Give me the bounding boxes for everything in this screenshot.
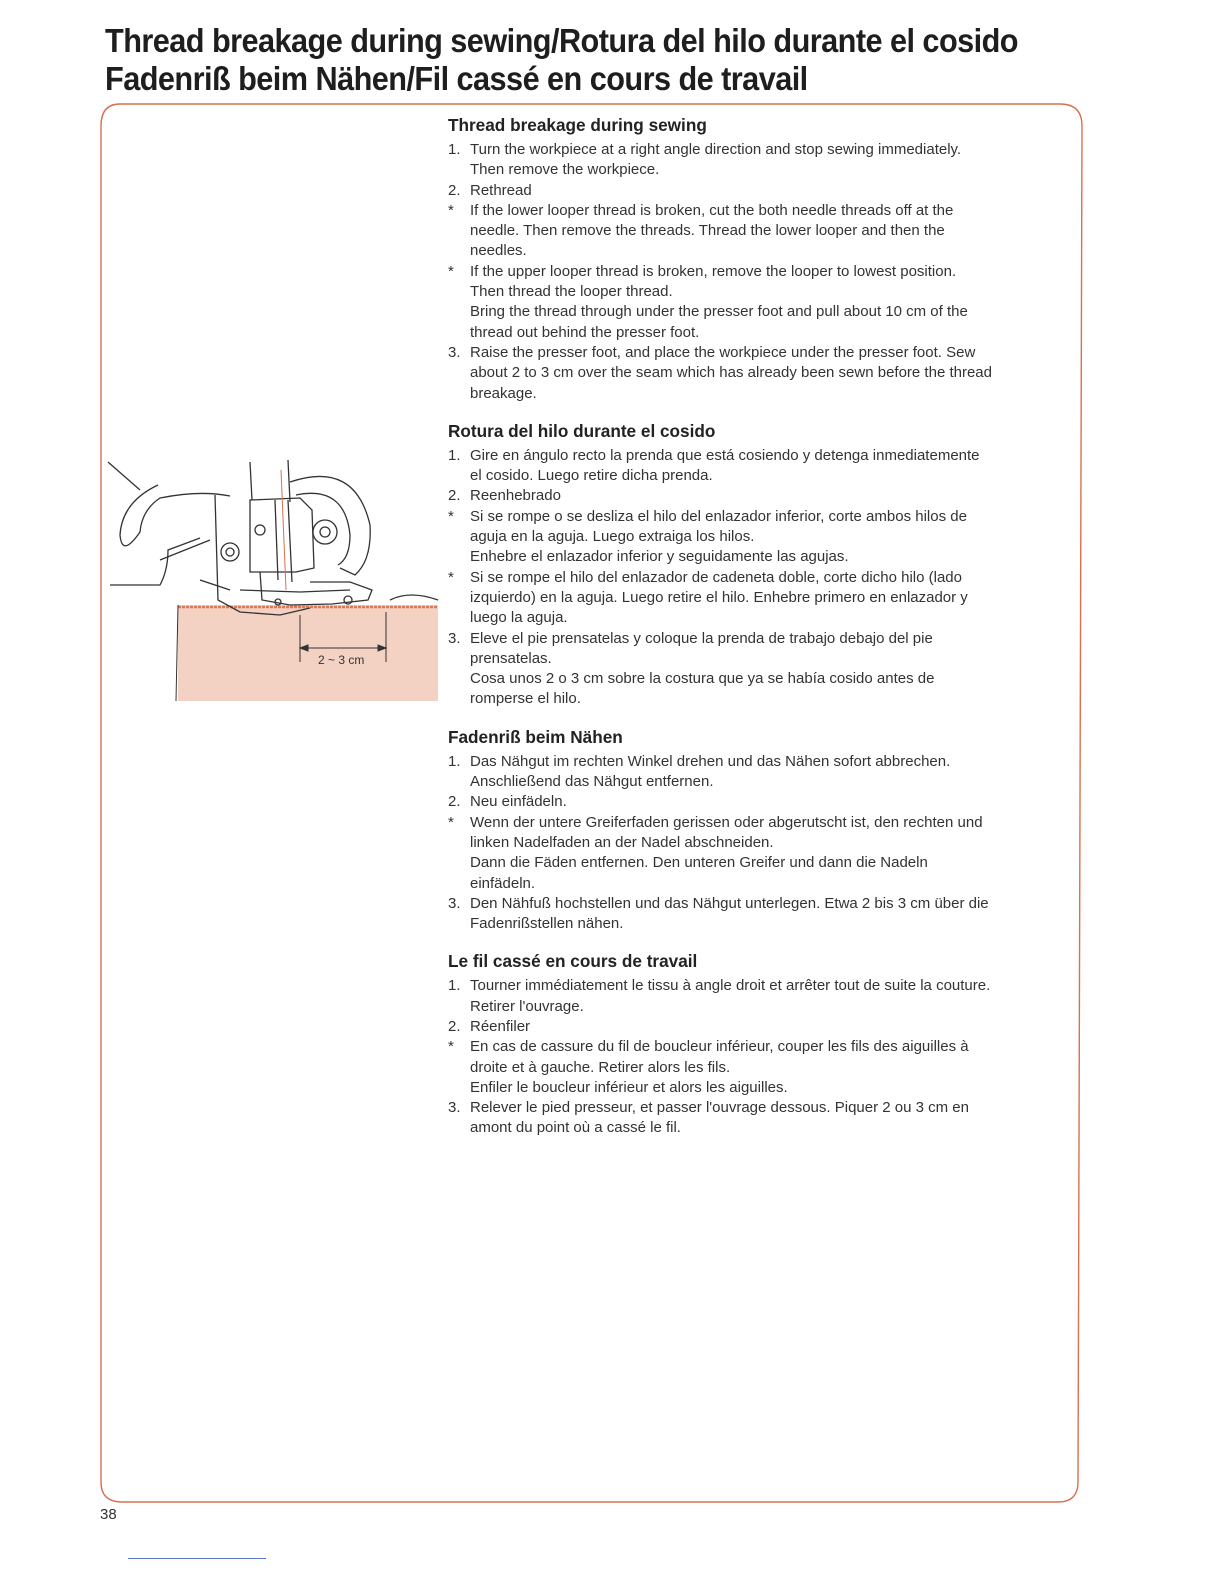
list-marker: * — [448, 813, 454, 831]
list-item-text: einfädeln. — [470, 874, 536, 892]
list-marker: 3. — [448, 343, 461, 361]
list-item-text: Fadenrißstellen nähen. — [470, 915, 624, 933]
list-marker: 3. — [448, 894, 461, 912]
list-item — [446, 507, 1062, 568]
section — [446, 114, 1062, 404]
section — [446, 726, 1062, 935]
section — [446, 950, 1062, 1138]
list-marker: 2. — [448, 1017, 461, 1035]
list-item — [446, 486, 1062, 506]
list-item-text: If the lower looper thread is broken, cut the both needle threads off at the — [470, 201, 954, 219]
list-item — [446, 752, 1062, 793]
footer-rule — [128, 1558, 266, 1559]
section-heading: Thread breakage during sewing — [448, 115, 707, 135]
list-item-text: Gire en ángulo recto la prenda que está cosiendo y detenga inmediatemente — [470, 446, 980, 464]
list-item-text: amont du point où a cassé le fil. — [470, 1119, 681, 1137]
list-item-text: breakage. — [470, 384, 537, 402]
list-item — [446, 343, 1062, 404]
title-line-2: Fadenriß beim Nähen/Fil cassé en cours de travail — [105, 60, 808, 97]
list-item-text: Bring the thread through under the presser foot and pull about 10 cm of the — [470, 303, 968, 321]
list-item-text: Tourner immédiatement le tissu à angle droit et arrêter tout de suite la couture. — [470, 977, 991, 995]
list-item-text: prensatelas. — [470, 649, 552, 667]
list-item — [446, 1017, 1062, 1037]
list-item-text: Enhebre el enlazador inferior y seguidamente las agujas. — [470, 548, 849, 566]
instructions-content — [446, 114, 1062, 1155]
list-item — [446, 201, 1062, 262]
list-item — [446, 976, 1062, 1017]
list-marker: 2. — [448, 793, 461, 811]
page-number: 38 — [100, 1506, 117, 1523]
fabric-left-edge — [176, 605, 178, 701]
list-item-text: Das Nähgut im rechten Winkel drehen und das Nähen sofort abbrechen. — [470, 752, 951, 770]
list-item — [446, 629, 1062, 710]
title-line-1: Thread breakage during sewing/Rotura del hilo durante el cosido — [105, 22, 1018, 59]
list-item — [446, 894, 1062, 935]
list-item-text: Réenfiler — [470, 1017, 531, 1035]
list-item-text: romperse el hilo. — [470, 690, 581, 708]
list-item — [446, 140, 1062, 181]
list-item-text: izquierdo) en la aguja. Luego retire el hilo. Enhebre primero en enlazador y — [470, 588, 968, 606]
list-item-text: Dann die Fäden entfernen. Den unteren Greifer und dann die Nadeln — [470, 854, 928, 872]
list-item — [446, 1037, 1062, 1098]
list-item-text: Si se rompe o se desliza el hilo del enlazador inferior, corte ambos hilos de — [470, 507, 967, 525]
list-marker: 1. — [448, 752, 461, 770]
list-item — [446, 813, 1062, 894]
list-item-text: En cas de cassure du fil de boucleur inférieur, couper les fils des aiguilles à — [470, 1038, 969, 1056]
list-item-text: Retirer l'ouvrage. — [470, 997, 584, 1015]
list-item-text: Cosa unos 2 o 3 cm sobre la costura que ya se había cosido antes de — [470, 670, 935, 688]
list-marker: 2. — [448, 487, 461, 505]
list-item-text: thread out behind the presser foot. — [470, 323, 700, 341]
list-item-text: linken Nadelfaden an der Nadel abschneiden. — [470, 833, 774, 851]
list-item-text: Rethread — [470, 181, 532, 199]
list-item — [446, 1098, 1062, 1139]
list-item-text: Neu einfädeln. — [470, 793, 567, 811]
list-item-text: Relever le pied presseur, et passer l'ouvrage dessous. Piquer 2 ou 3 cm en — [470, 1099, 969, 1117]
list-item-text: Eleve el pie prensatelas y coloque la prenda de trabajo debajo del pie — [470, 629, 933, 647]
section — [446, 420, 1062, 710]
list-item — [446, 568, 1062, 629]
list-marker: * — [448, 507, 454, 525]
list-marker: * — [448, 568, 454, 586]
list-item — [446, 446, 1062, 487]
list-marker: * — [448, 262, 454, 280]
list-item-text: Then thread the looper thread. — [470, 283, 673, 301]
list-item-text: Si se rompe el hilo del enlazador de cadeneta doble, corte dicho hilo (lado — [470, 568, 962, 586]
list-marker: 3. — [448, 629, 461, 647]
list-marker: 1. — [448, 446, 461, 464]
list-item — [446, 262, 1062, 343]
list-item — [446, 181, 1062, 201]
list-item-text: Den Nähfuß hochstellen und das Nähgut unterlegen. Etwa 2 bis 3 cm über die — [470, 894, 989, 912]
list-item-text: Anschließend das Nähgut entfernen. — [470, 773, 714, 791]
machine-body — [108, 460, 438, 615]
list-item-text: droite et à gauche. Retirer alors les fils. — [470, 1058, 731, 1076]
list-item-text: needles. — [470, 242, 527, 260]
section-heading: Le fil cassé en cours de travail — [448, 951, 698, 972]
list-item-text: needle. Then remove the threads. Thread the lower looper and then the — [470, 222, 945, 240]
list-item — [446, 792, 1062, 812]
list-item-text: Turn the workpiece at a right angle direction and stop sewing immediately. — [470, 141, 962, 158]
list-item-text: Raise the presser foot, and place the workpiece under the presser foot. Sew — [470, 343, 976, 361]
list-marker: 1. — [448, 977, 461, 995]
section-heading: Rotura del hilo durante el cosido — [448, 420, 716, 441]
list-marker: 2. — [448, 181, 461, 199]
list-marker: * — [448, 1038, 454, 1056]
list-item-text: Then remove the workpiece. — [470, 161, 660, 179]
list-marker: 3. — [448, 1099, 461, 1117]
fabric-piece — [178, 605, 438, 701]
serger-presser-foot-illustration — [100, 440, 450, 710]
list-item-text: about 2 to 3 cm over the seam which has already been sewn before the thread — [470, 364, 992, 382]
list-item-text: Reenhebrado — [470, 487, 561, 505]
list-item-text: el cosido. Luego retire dicha prenda. — [470, 467, 713, 485]
list-item-text: Wenn der untere Greiferfaden gerissen oder abgerutscht ist, den rechten und — [470, 813, 983, 831]
list-marker: 1. — [448, 141, 461, 158]
list-item-text: aguja en la aguja. Luego extraiga los hilos. — [470, 528, 755, 546]
list-item-text: If the upper looper thread is broken, remove the looper to lowest position. — [470, 262, 957, 280]
list-item-text: luego la aguja. — [470, 609, 568, 627]
list-marker: * — [448, 201, 454, 219]
section-heading: Fadenriß beim Nähen — [448, 726, 623, 747]
list-item-text: Enfiler le boucleur inférieur et alors les aiguilles. — [470, 1078, 788, 1096]
dimension-label: 2 ~ 3 cm — [318, 653, 365, 667]
